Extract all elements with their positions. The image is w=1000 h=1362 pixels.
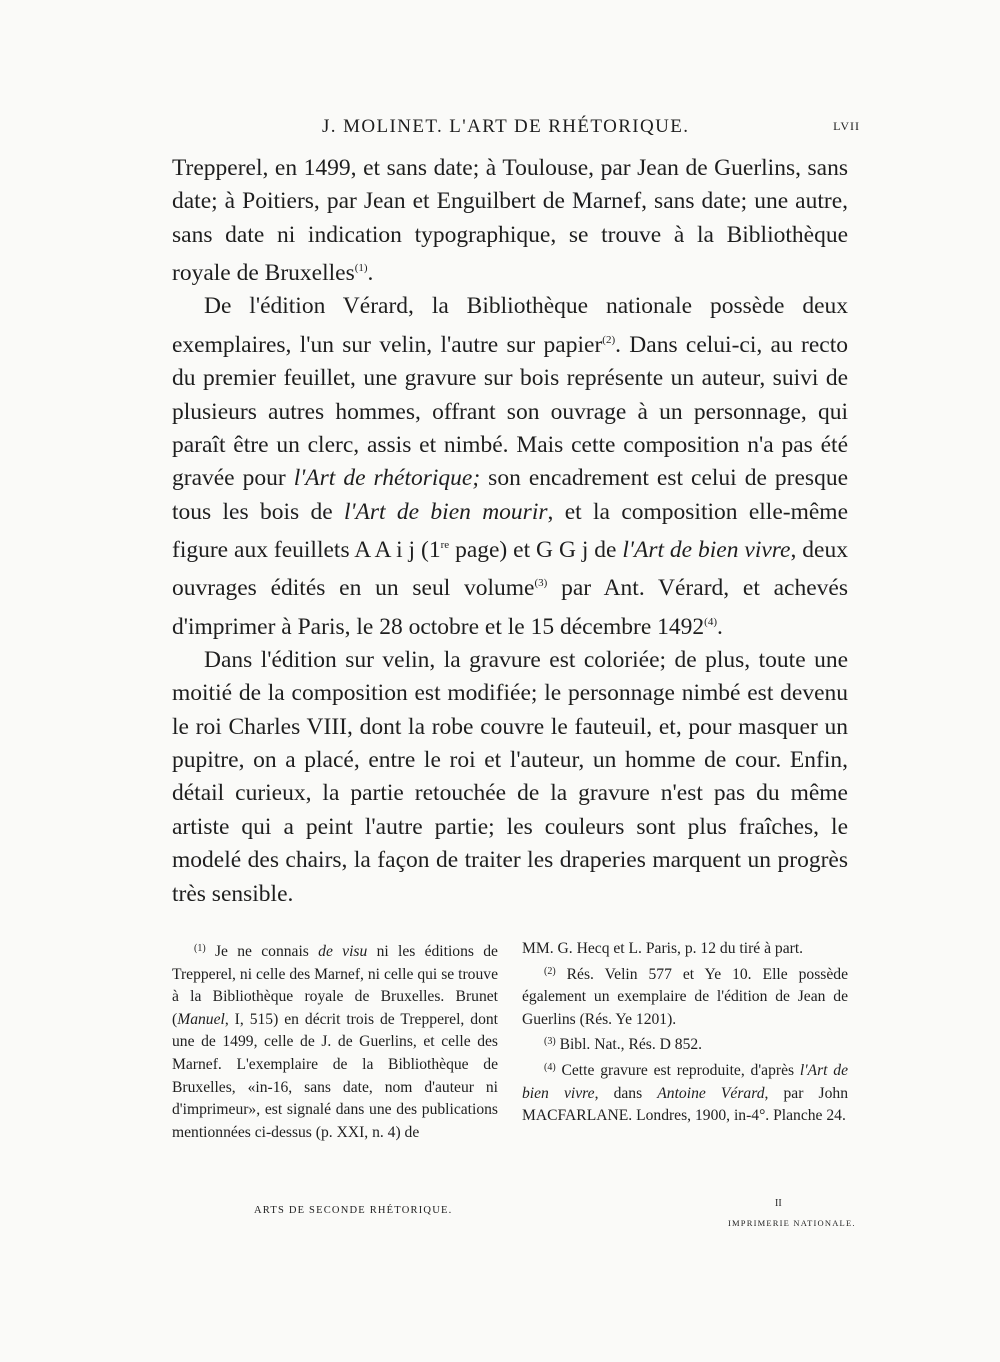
running-title: J. MOLINET. L'ART DE RHÉTORIQUE.: [322, 116, 690, 137]
note-ref-1: (1): [354, 262, 368, 275]
note-ref-4: (4): [704, 615, 717, 628]
footnote-column-left: [172, 938, 498, 1144]
main-text: [172, 152, 848, 911]
footnote-3: $^{(3)}$ Bibl. Nat., Rés. D 852.: [544, 1036, 703, 1054]
signature-line: ARTS DE SECONDE RHÉTORIQUE.: [254, 1205, 453, 1216]
footnote-4: $^{(4)}$ Cette gravure est reproduite, d'après l'Art de bien vivre, dans Antoine Vérard, par John MACFARLANE. Londres, 1900, in-4°. Planche 24.: [522, 1061, 848, 1125]
signature-mark: II: [775, 1198, 782, 1209]
footnote-column-right: [522, 938, 848, 1144]
paragraph-2: De l'édition Vérard, la Bibliothèque nationale possède deux exemplaires, l'un sur velin, l'autre sur papier$^{(2)}$. Dans celui-ci, au recto du premier feuillet, une gravure sur bois représente un auteur, suivi de plusieurs autres hommes, offrant son ouvrage à un personnage, qui paraît être un clerc, assis et nimbé. Mais cette composition n'a pas été gravée pour l'Art de rhétorique; son encadrement est celui de presque tous les bois de l'Art de bien mourir, et la composition elle-même figure aux feuillets A A i j (1re page) et G G j de l'Art de bien vivre, deux ouvrages édités en un seul volume$^{(3)}$ par Ant. Vérard, et achevés d'imprimer à Paris, le 28 octobre et le 15 décembre 1492$^{(4)}$.: [172, 293, 849, 640]
footnote-1: $^{(1)}$ Je ne connais de visu ni les éditions de Trepperel, ni celle des Marnef, ni celle qui se trouve à la Bibliothèque royale de Bruxelles. Brunet (Manuel, I, 515) en décrit trois de Trepperel, dont une de 1499, celle de J. de Guerlins, et celle des Marnef. L'exemplaire de la Bibliothèque de Bruxelles, «in-16, sans date, nom d'auteur ni d'imprimeur», est signalé dans une des publications mentionnées ci-dessus (p. XXI, n. 4) de: [172, 943, 498, 1141]
note-ref-3: (3): [534, 577, 548, 590]
note-ref-2: (2): [602, 333, 616, 346]
footnote-2: $^{(2)}$ Rés. Velin 577 et Ye 10. Elle possède également un exemplaire de l'édition de Jean de Guerlins (Rés. Ye 1201).: [522, 965, 848, 1028]
running-head: [0, 116, 1000, 140]
paragraph-1: Trepperel, en 1499, et sans date; à Toulouse, par Jean de Guerlins, sans date; à Poitiers, par Jean et Enguilbert de Marnef, sans date; une autre, sans date ni indication typographique, se trouve à la Bibliothèque royale de Bruxelles$^{(1)}$.: [172, 155, 848, 287]
footnote-1-continued: MM. G. Hecq et L. Paris, p. 12 du tiré à part.: [522, 940, 804, 957]
printer-name: IMPRIMERIE NATIONALE.: [728, 1218, 856, 1228]
page-number: LVII: [833, 119, 860, 133]
footnotes: [172, 938, 848, 1144]
paragraph-3: Dans l'édition sur velin, la gravure est coloriée; de plus, toute une moitié de la composition est modifiée; le personnage nimbé est devenu le roi Charles VIII, dont la robe couvre le fauteuil, et, pour masquer un pupitre, on a placé, entre le roi et l'auteur, un homme de cour. Enfin, détail curieux, la partie retouchée de la gravure n'est pas du même artiste qui a peint l'autre partie; les couleurs sont plus fraîches, le modelé des chairs, la façon de traiter les draperies marquent un progrès très sensible.: [172, 646, 848, 907]
